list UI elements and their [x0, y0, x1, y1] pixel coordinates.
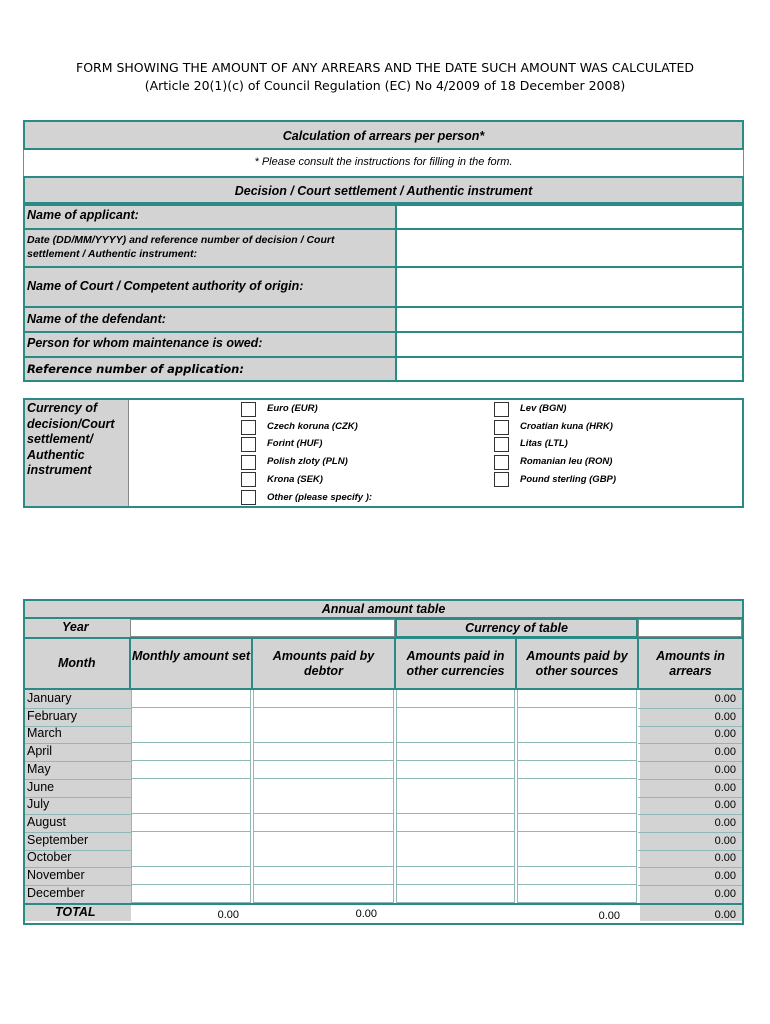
checkbox-ltl[interactable]	[494, 437, 509, 452]
currency-sek: Krona (SEK)	[267, 474, 323, 485]
checkbox-huf[interactable]	[241, 437, 256, 452]
checkbox-bgn[interactable]	[494, 402, 509, 417]
date-ref-input[interactable]	[395, 230, 742, 266]
amount-cell[interactable]	[396, 761, 515, 779]
amount-cell[interactable]	[396, 849, 515, 867]
amount-cell[interactable]	[131, 885, 251, 903]
arrears-value: 0.00	[714, 852, 736, 864]
total-sources: 0.00	[598, 910, 620, 922]
month-label: September	[27, 833, 89, 847]
amount-cell[interactable]	[517, 725, 637, 743]
month-label: August	[27, 815, 66, 829]
reference-input[interactable]	[395, 358, 742, 380]
currency-bgn: Lev (BGN)	[520, 403, 567, 414]
amount-cell[interactable]	[253, 814, 394, 832]
amount-cell[interactable]	[517, 832, 637, 850]
arrears-value: 0.00	[714, 835, 736, 847]
calc-heading-box	[23, 120, 744, 150]
amount-cell[interactable]	[517, 779, 637, 797]
applicant-input[interactable]	[395, 206, 742, 228]
arrears-value: 0.00	[714, 693, 736, 705]
label-reference: Reference number of application:	[27, 362, 244, 376]
arrears-value: 0.00	[714, 888, 736, 900]
currency-box	[23, 398, 744, 508]
currency-hrk: Croatian kuna (HRK)	[520, 421, 613, 432]
amount-cell[interactable]	[396, 743, 515, 761]
col-other-currencies: Amounts paid in other currencies	[406, 649, 505, 678]
currency-pln: Polish zloty (PLN)	[267, 456, 348, 467]
amount-cell[interactable]	[517, 743, 637, 761]
month-label: November	[27, 868, 85, 882]
amount-cell[interactable]	[131, 725, 251, 743]
col-monthly-amount: Monthly amount set	[131, 649, 251, 663]
checkbox-czk[interactable]	[241, 420, 256, 435]
checkbox-pln[interactable]	[241, 455, 256, 470]
total-arrears: 0.00	[714, 909, 736, 921]
col-arrears: Amounts in arrears	[656, 649, 725, 678]
month-label: December	[27, 886, 85, 900]
amount-cell[interactable]	[253, 885, 394, 903]
currency-label: Currency of decision/Court settlement/ Authentic instrument	[27, 401, 115, 477]
arrears-value: 0.00	[714, 782, 736, 794]
amount-cell[interactable]	[131, 849, 251, 867]
arrears-value: 0.00	[714, 728, 736, 740]
form-subtitle: (Article 20(1)(c) of Council Regulation (EC) No 4/2009 of 18 December 2008)	[144, 78, 626, 93]
amount-cell[interactable]	[396, 708, 515, 726]
amount-cell[interactable]	[253, 708, 394, 726]
amount-cell[interactable]	[253, 743, 394, 761]
amount-cell[interactable]	[517, 796, 637, 814]
currency-huf: Forint (HUF)	[267, 438, 323, 449]
currency-eur: Euro (EUR)	[267, 403, 318, 414]
checkbox-sek[interactable]	[241, 472, 256, 487]
currency-table-label: Currency of table	[465, 621, 568, 635]
annual-title: Annual amount table	[321, 602, 446, 616]
total-label: TOTAL	[55, 905, 96, 919]
amount-cell[interactable]	[517, 867, 637, 885]
decision-heading-box	[23, 176, 744, 204]
year-input[interactable]	[130, 619, 395, 637]
amount-cell[interactable]	[517, 708, 637, 726]
amount-cell[interactable]	[253, 849, 394, 867]
col-other-sources: Amounts paid by other sources	[526, 649, 628, 678]
currency-table-input[interactable]	[638, 619, 742, 637]
annual-title-box	[23, 599, 744, 619]
amount-cell[interactable]	[253, 867, 394, 885]
month-label: June	[27, 780, 55, 794]
amount-cell[interactable]	[396, 690, 515, 708]
arrears-value: 0.00	[714, 746, 736, 758]
month-header: Month	[58, 656, 96, 670]
amount-cell[interactable]	[396, 885, 515, 903]
month-label: March	[27, 726, 62, 740]
amount-cell[interactable]	[131, 796, 251, 814]
calc-note: * Please consult the instructions for filling in the form.	[254, 156, 513, 168]
month-label: February	[27, 709, 78, 723]
currency-table-box	[395, 618, 638, 638]
calc-note-box	[23, 150, 744, 176]
defendant-input[interactable]	[395, 308, 742, 331]
arrears-value: 0.00	[714, 764, 736, 776]
label-defendant: Name of the defendant:	[27, 312, 166, 326]
checkbox-eur[interactable]	[241, 402, 256, 417]
month-label: October	[27, 850, 72, 864]
total-monthly: 0.00	[217, 909, 239, 921]
amount-cell[interactable]	[396, 814, 515, 832]
arrears-value: 0.00	[714, 817, 736, 829]
currency-other: Other (please specify ):	[267, 492, 373, 503]
label-court: Name of Court / Competent authority of origin:	[27, 279, 304, 293]
amount-cell[interactable]	[396, 779, 515, 797]
amount-cell[interactable]	[517, 690, 637, 708]
arrears-value: 0.00	[714, 870, 736, 882]
col-paid-by-debtor: Amounts paid by debtor	[272, 649, 375, 678]
currency-czk: Czech koruna (CZK)	[267, 421, 358, 432]
amount-cell[interactable]	[253, 796, 394, 814]
amount-cell[interactable]	[253, 725, 394, 743]
currency-ron: Romanian leu (RON)	[520, 456, 613, 467]
calc-heading: Calculation of arrears per person*	[282, 129, 485, 143]
amount-cell[interactable]	[253, 761, 394, 779]
label-person: Person for whom maintenance is owed:	[27, 336, 263, 350]
amount-cell[interactable]	[253, 690, 394, 708]
amount-cell[interactable]	[396, 725, 515, 743]
month-label: July	[27, 797, 50, 811]
amount-cell[interactable]	[517, 761, 637, 779]
total-debtor: 0.00	[355, 908, 377, 920]
decision-heading: Decision / Court settlement / Authentic instrument	[234, 184, 533, 198]
label-date-ref: Date (DD/MM/YYYY) and reference number of decision / Court settlement / Authentic instrument:	[27, 234, 335, 260]
checkbox-hrk[interactable]	[494, 420, 509, 435]
amount-cell[interactable]	[517, 814, 637, 832]
month-label: May	[27, 762, 51, 776]
arrears-value: 0.00	[714, 799, 736, 811]
arrears-value: 0.00	[714, 711, 736, 723]
amount-cell[interactable]	[131, 690, 251, 708]
currency-label-box	[25, 400, 129, 506]
amount-cell[interactable]	[253, 832, 394, 850]
year-label: Year	[62, 620, 89, 634]
month-label: January	[27, 691, 72, 705]
label-applicant: Name of applicant:	[27, 208, 139, 222]
amount-cell[interactable]	[131, 708, 251, 726]
amount-cell[interactable]	[396, 796, 515, 814]
checkbox-gbp[interactable]	[494, 472, 509, 487]
amount-cell[interactable]	[131, 867, 251, 885]
court-input[interactable]	[395, 268, 742, 306]
amount-cell[interactable]	[131, 743, 251, 761]
amount-cell[interactable]	[517, 885, 637, 903]
amount-cell[interactable]	[131, 832, 251, 850]
checkbox-ron[interactable]	[494, 455, 509, 470]
amount-cell[interactable]	[396, 867, 515, 885]
amount-cell[interactable]	[517, 849, 637, 867]
month-label: April	[27, 744, 53, 758]
amount-cell[interactable]	[131, 814, 251, 832]
amount-cell[interactable]	[131, 779, 251, 797]
amount-cell[interactable]	[131, 761, 251, 779]
amount-cell[interactable]	[396, 832, 515, 850]
currency-gbp: Pound sterling (GBP)	[520, 474, 617, 485]
currency-ltl: Litas (LTL)	[520, 438, 568, 449]
form-title: FORM SHOWING THE AMOUNT OF ANY ARREARS AND THE DATE SUCH AMOUNT WAS CALCULATED	[76, 60, 694, 75]
checkbox-other[interactable]	[241, 490, 256, 505]
person-input[interactable]	[395, 333, 742, 356]
amount-cell[interactable]	[253, 779, 394, 797]
